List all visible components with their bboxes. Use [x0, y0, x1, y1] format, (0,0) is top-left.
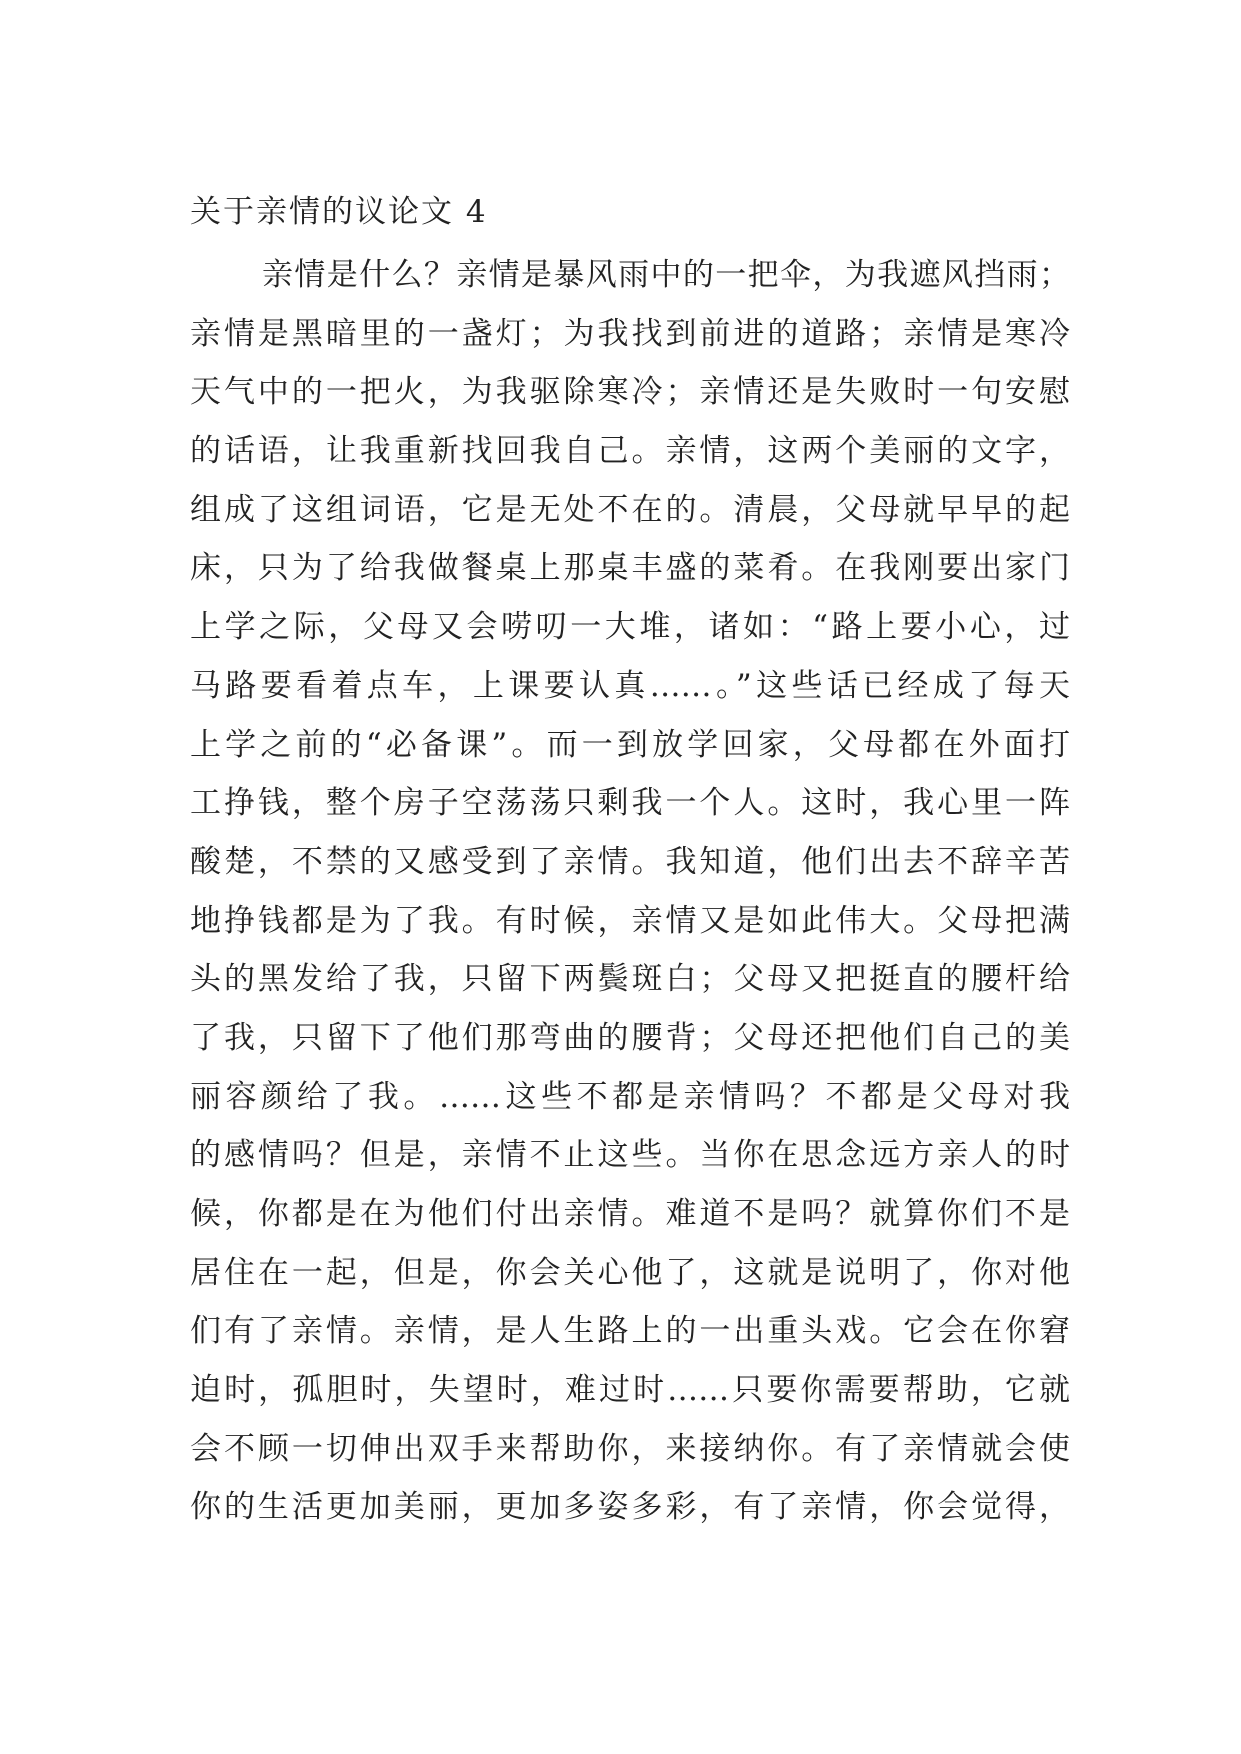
paragraph-line: 天气中的一把火，为我驱除寒冷；亲情还是失败时一句安慰 [190, 374, 1070, 411]
paragraph-line: 丽容颜给了我。……这些不都是亲情吗？不都是父母对我 [190, 1078, 1070, 1115]
paragraph-line: 上学之前的“必备课”。而一到放学回家，父母都在外面打 [190, 726, 1070, 763]
paragraph-line: 工挣钱，整个房子空荡荡只剩我一个人。这时，我心里一阵 [190, 785, 1070, 822]
paragraph-line: 会不顾一切伸出双手来帮助你，来接纳你。有了亲情就会使 [190, 1430, 1070, 1467]
paragraph-line: 们有了亲情。亲情，是人生路上的一出重头戏。它会在你窘 [190, 1313, 1070, 1350]
paragraph-line: 地挣钱都是为了我。有时候，亲情又是如此伟大。父母把满 [190, 902, 1070, 939]
paragraph-line: 组成了这组词语，它是无处不在的。清晨，父母就早早的起 [190, 491, 1070, 528]
paragraph-line: 亲情是黑暗里的一盏灯；为我找到前进的道路；亲情是寒冷 [190, 315, 1070, 352]
paragraph-line: 居住在一起，但是，你会关心他了，这就是说明了，你对他 [190, 1254, 1070, 1291]
paragraph-line: 的感情吗？但是，亲情不止这些。当你在思念远方亲人的时 [190, 1137, 1070, 1174]
paragraph-line: 上学之际，父母又会唠叨一大堆，诸如：“路上要小心，过 [190, 609, 1070, 646]
paragraph-line: 的话语，让我重新找回我自己。亲情，这两个美丽的文字， [190, 433, 1070, 470]
paragraph-line: 你的生活更加美丽，更加多姿多彩，有了亲情，你会觉得， [190, 1489, 1070, 1526]
paragraph-line: 亲情是什么？亲情是暴风雨中的一把伞，为我遮风挡雨； [262, 257, 1070, 293]
paragraph-line: 头的黑发给了我，只留下两鬓斑白；父母又把挺直的腰杆给 [190, 961, 1070, 998]
paragraph-line: 候，你都是在为他们付出亲情。难道不是吗？就算你们不是 [190, 1196, 1070, 1232]
document-body [190, 246, 1070, 1537]
paragraph-line: 迫时，孤胆时，失望时，难过时……只要你需要帮助，它就 [190, 1372, 1070, 1409]
paragraph-line: 酸楚，不禁的又感受到了亲情。我知道，他们出去不辞辛苦 [190, 843, 1070, 880]
paragraph-line: 床，只为了给我做餐桌上那桌丰盛的菜肴。在我刚要出家门 [190, 550, 1070, 587]
document-title: 关于亲情的议论文 4 [190, 194, 488, 230]
paragraph-line: 了我，只留下了他们那弯曲的腰背；父母还把他们自己的美 [190, 1019, 1070, 1056]
paragraph-line: 马路要看着点车，上课要认真……。”这些话已经成了每天 [190, 667, 1070, 704]
